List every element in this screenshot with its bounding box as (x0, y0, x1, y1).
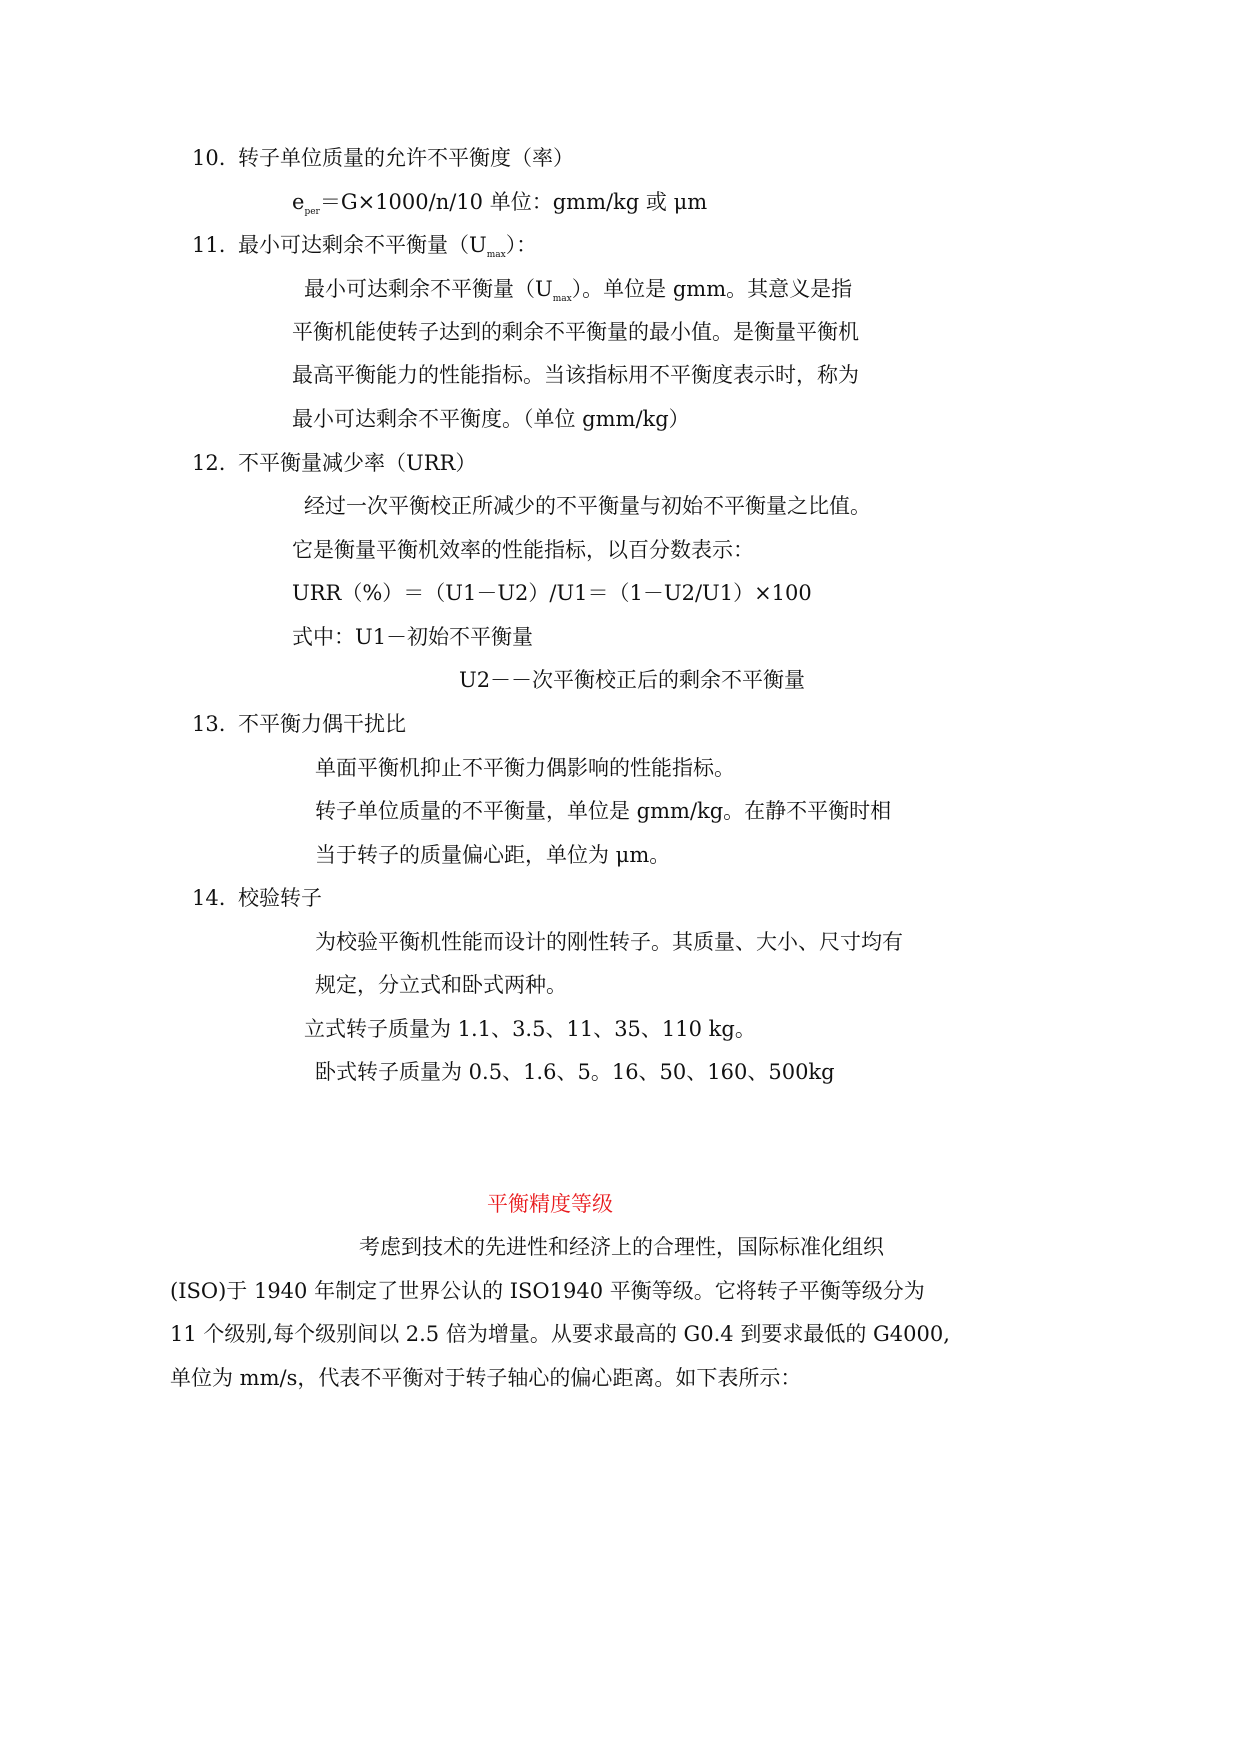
section-para-line-3: 11 个级别,每个级别间以 2.5 倍为增量。从要求最高的 G0.4 到要求最低的 G4000, (170, 1322, 950, 1346)
para-sub: max (552, 294, 572, 304)
item-12-where-1: 式中：U1－初始不平衡量 (292, 625, 534, 649)
item-12-where-2: U2－－次平衡校正后的剩余不平衡量 (459, 668, 806, 692)
formula-expr: ＝G×1000/n/10 单位：gmm/kg 或 μm (319, 190, 708, 214)
item-title: 转子单位质量的允许不平衡度（率） (238, 146, 574, 170)
item-14-para-3: 立式转子质量为 1.1、3.5、11、35、110 kg。 (304, 1017, 756, 1041)
item-number: 10. (192, 146, 226, 170)
item-13-para-3: 当于转子的质量偏心距，单位为 μm。 (315, 843, 671, 867)
para-text: 最小可达剩余不平衡量（U (304, 277, 553, 301)
item-10-heading (192, 143, 574, 173)
item-13-para-2: 转子单位质量的不平衡量，单位是 gmm/kg。在静不平衡时相 (315, 799, 892, 823)
item-number: 11. (192, 233, 226, 257)
item-10-formula (292, 187, 707, 227)
item-number: 12. (192, 451, 226, 475)
item-13-para-1: 单面平衡机抑止不平衡力偶影响的性能指标。 (315, 756, 735, 780)
item-12-heading (192, 448, 476, 478)
item-title: 不平衡量减少率（URR） (238, 451, 477, 475)
item-12-formula: URR（%）＝（U1－U2）/U1＝（1－U2/U1）×100 (292, 581, 812, 605)
item-11-heading (192, 230, 537, 270)
item-number: 14. (192, 886, 226, 910)
formula-sub: per (304, 207, 320, 217)
section-para-line-4: 单位为 mm/s，代表不平衡对于转子轴心的偏心距离。如下表所示： (170, 1366, 802, 1390)
formula-var: e (292, 190, 305, 214)
item-12-para-2: 它是衡量平衡机效率的性能指标，以百分数表示： (292, 538, 754, 562)
section-heading: 平衡精度等级 (487, 1192, 613, 1216)
item-13-heading (192, 709, 406, 739)
item-11-para-1 (304, 274, 852, 314)
item-14-heading (192, 883, 322, 913)
item-12-para-1: 经过一次平衡校正所减少的不平衡量与初始不平衡量之比值。 (304, 494, 871, 518)
item-number: 13. (192, 712, 226, 736)
section-para-line-2: (ISO)于 1940 年制定了世界公认的 ISO1940 平衡等级。它将转子平衡等级分为 (170, 1279, 925, 1303)
item-14-para-2: 规定，分立式和卧式两种。 (315, 973, 567, 997)
item-11-para-3: 最高平衡能力的性能指标。当该指标用不平衡度表示时，称为 (292, 363, 859, 387)
item-14-para-1: 为校验平衡机性能而设计的刚性转子。其质量、大小、尺寸均有 (315, 930, 903, 954)
item-11-para-4: 最小可达剩余不平衡度。（单位 gmm/kg） (292, 407, 690, 431)
item-title: 不平衡力偶干扰比 (238, 712, 406, 736)
item-title: 校验转子 (238, 886, 322, 910)
section-para-line-1: 考虑到技术的先进性和经济上的合理性，国际标准化组织 (359, 1235, 884, 1259)
item-title-post: ）： (505, 233, 538, 257)
item-11-para-2: 平衡机能使转子达到的剩余不平衡量的最小值。是衡量平衡机 (292, 320, 859, 344)
item-title: 最小可达剩余不平衡量（U (238, 233, 487, 257)
item-14-para-4: 卧式转子质量为 0.5、1.6、5。16、50、160、500kg (315, 1060, 835, 1084)
para-text-post: ）。单位是 gmm。其意义是指 (571, 277, 853, 301)
item-title-sub: max (486, 250, 506, 260)
